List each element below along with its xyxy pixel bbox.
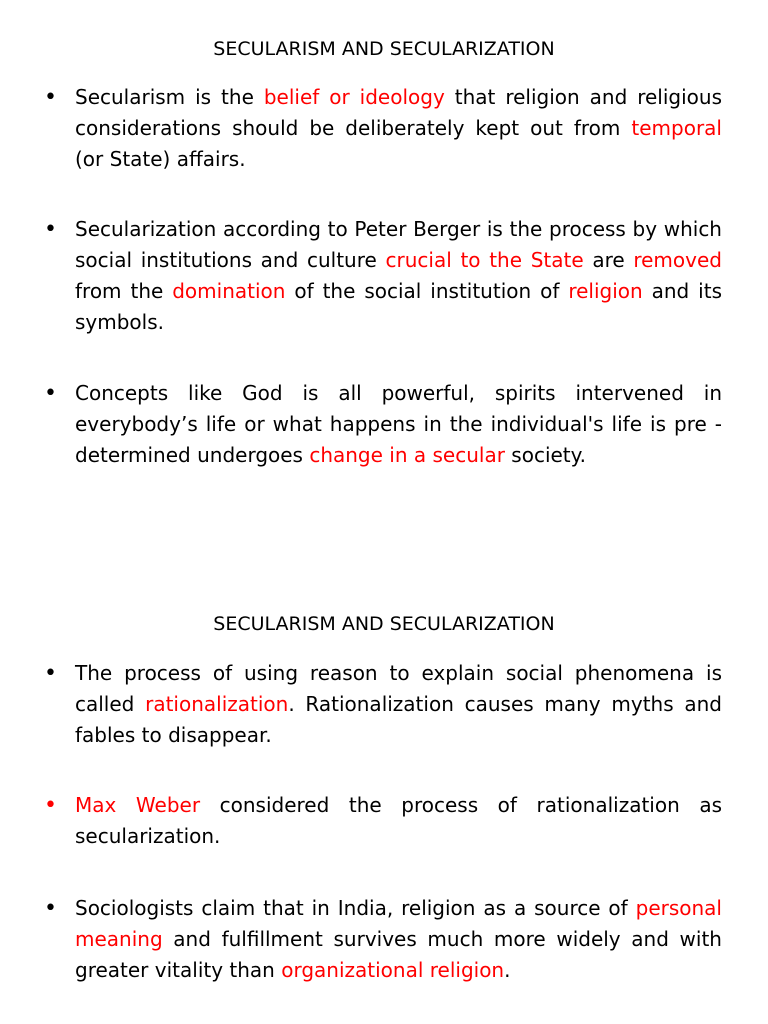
text-span: The process of using reason to explain social phenomena is called — [75, 661, 722, 716]
text-span: Secularism is the — [75, 85, 264, 109]
text-span: Sociologists claim that in India, religion as a source of — [75, 896, 636, 920]
bullet-dot-icon: • — [44, 661, 57, 686]
highlight-text: rationalization — [145, 692, 289, 716]
highlight-text: crucial to the State — [385, 248, 584, 272]
text-span: considered the process of rationalization as secularization. — [75, 793, 723, 848]
text-span: (or State) affairs. — [75, 147, 246, 171]
bullet-dot-icon: • — [44, 217, 57, 242]
bullet-text — [75, 214, 722, 338]
text-span: Secularization according to Peter Berger is the process by which social institutions and culture — [75, 217, 722, 272]
text-span: are — [583, 248, 634, 272]
highlight-text: change in a secular — [309, 443, 505, 467]
text-span: Concepts like God is all powerful, spirits intervened in everybody’s life or what happens in the individual's life is pre - determined undergoes — [75, 381, 722, 467]
slide-title: SECULARISM AND SECULARIZATION — [213, 613, 555, 635]
highlight-text: religion — [568, 279, 643, 303]
text-span: and fulfillment survives much more widely and with greater vitality than — [75, 927, 722, 982]
highlight-text: temporal — [631, 116, 722, 140]
bullet-text — [75, 893, 722, 986]
bullet-dot-icon: • — [44, 896, 57, 921]
bullet-text — [75, 378, 722, 471]
text-span: . Rationalization causes many myths and fables to disappear. — [75, 692, 722, 747]
highlight-text: belief or ideology — [263, 85, 445, 109]
bullet-text — [75, 82, 722, 175]
bullet-text — [75, 790, 722, 852]
text-span: society. — [504, 443, 586, 467]
slide-title: SECULARISM AND SECULARIZATION — [213, 38, 555, 60]
bullet-text — [75, 658, 722, 751]
highlight-text: personal meaning — [75, 896, 722, 951]
highlight-text: organizational religion — [281, 958, 505, 982]
text-span: . — [504, 958, 511, 982]
highlight-text: Max Weber — [75, 793, 201, 817]
highlight-text: removed — [633, 248, 722, 272]
text-span: of the social institution of — [285, 279, 569, 303]
text-span: from the — [75, 279, 173, 303]
text-span: that religion and religious considerations should be deliberately kept out from — [75, 85, 723, 140]
text-span: and its symbols. — [75, 279, 722, 334]
bullet-dot-icon: • — [44, 85, 57, 110]
bullet-dot-icon: • — [44, 793, 57, 818]
highlight-text: domination — [172, 279, 286, 303]
bullet-dot-icon: • — [44, 381, 57, 406]
